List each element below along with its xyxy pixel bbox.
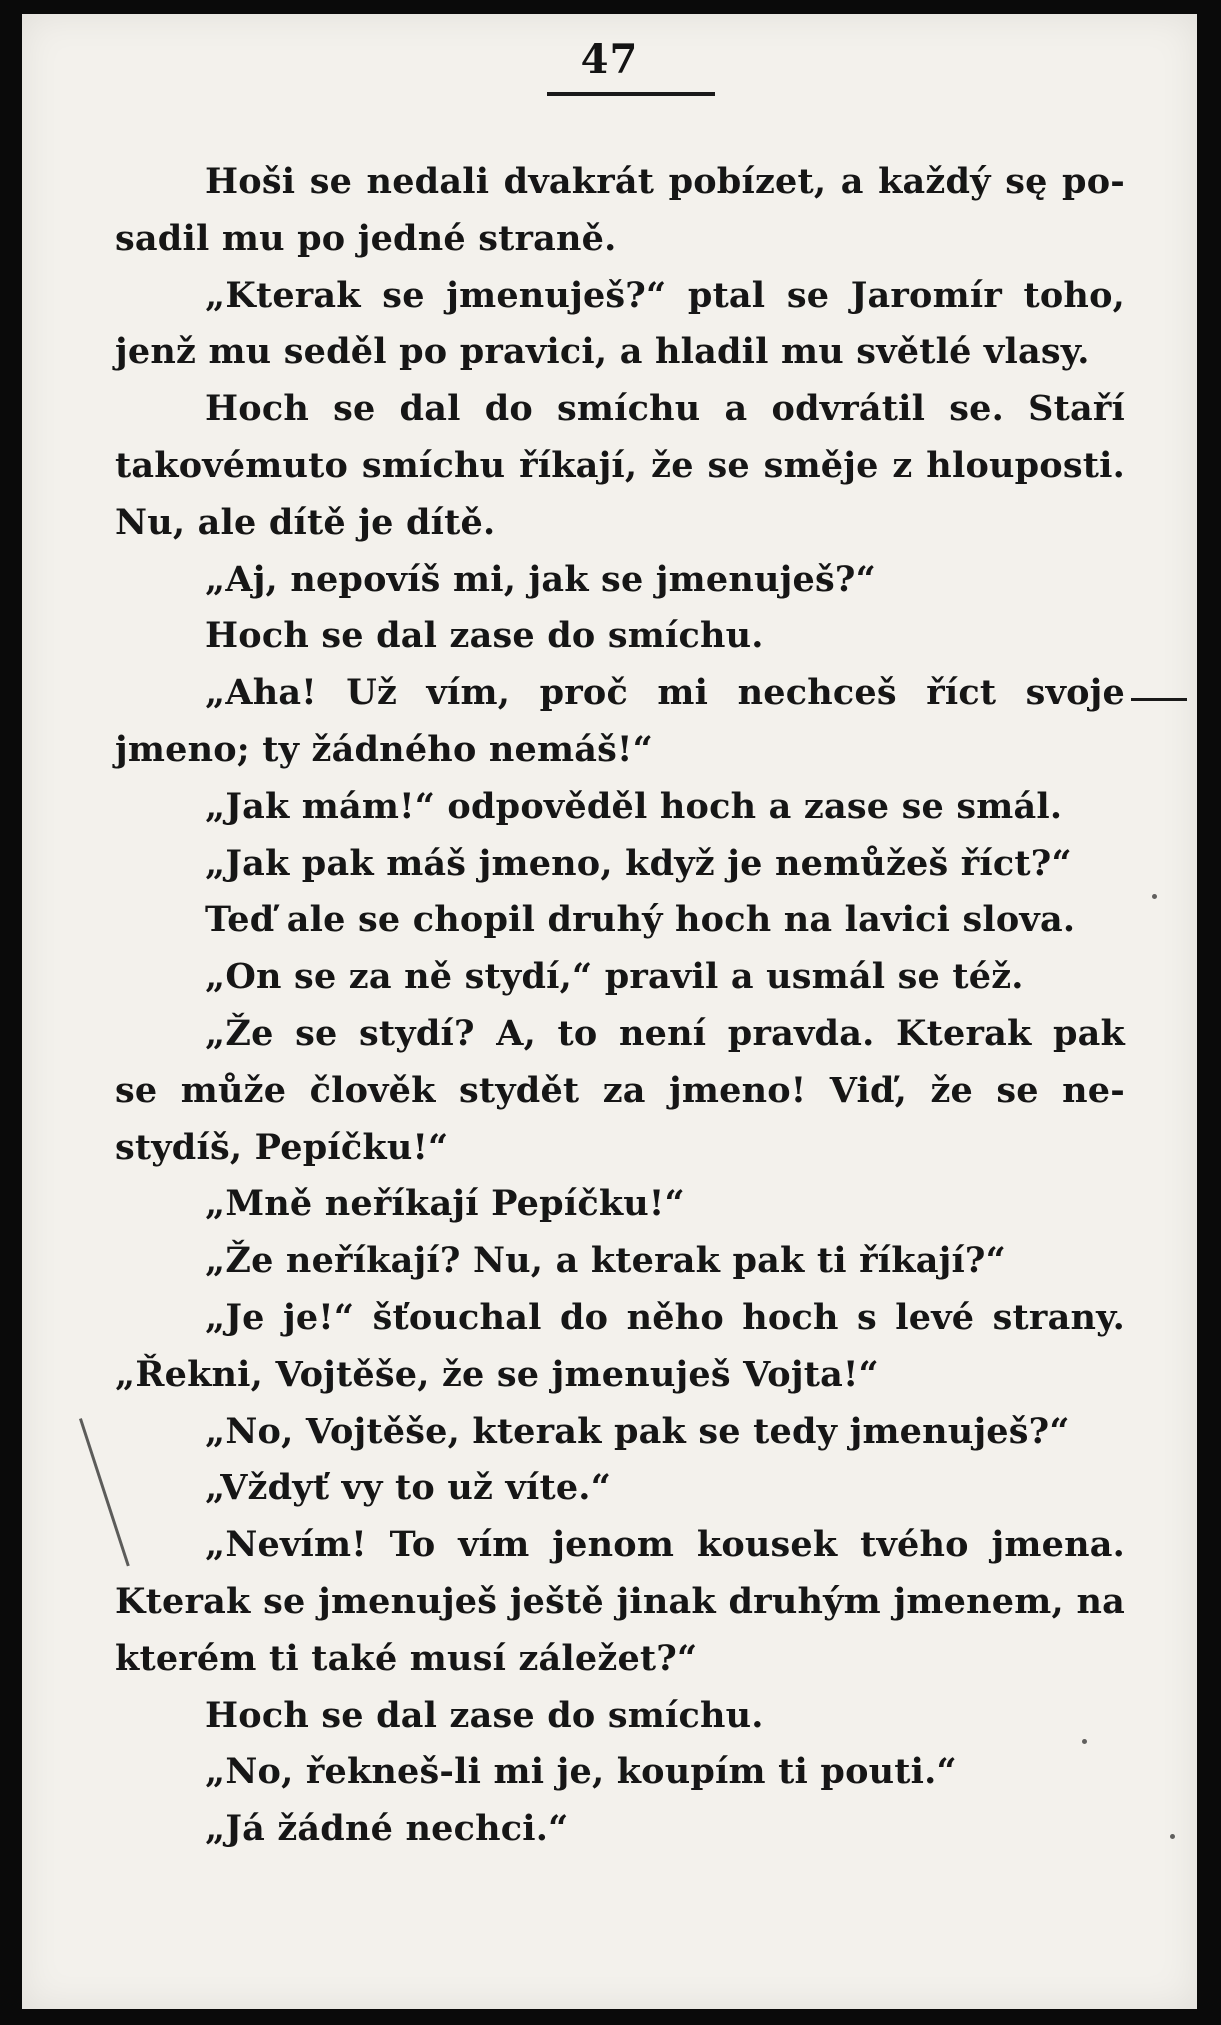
text-line: „Nevím! To vím jenom kousek tvého jmena. — [205, 1524, 1125, 1566]
text-line: „Kterak se jmenuješ?“ ptal se Jaromír toho, — [205, 274, 1125, 316]
text-line: takovémuto smíchu říkají, že se směje z hlouposti. — [115, 444, 1125, 486]
text-line: „Já žádné nechci.“ — [205, 1808, 569, 1850]
text-line: „Že neříkají? Nu, a kterak pak ti říkají?“ — [205, 1240, 1006, 1282]
text-line: Hoch se dal do smíchu a odvrátil se. Staří — [205, 388, 1125, 430]
text-line: „Jak mám!“ odpověděl hoch a zase se smál. — [205, 785, 1063, 827]
text-line: Nu, ale dítě je dítě. — [115, 501, 496, 543]
scan-speck — [1082, 1739, 1087, 1744]
book-page — [22, 14, 1197, 2009]
text-line: stydíš, Pepíčku!“ — [115, 1126, 449, 1168]
text-line: „No, řekneš-li mi je, koupím ti pouti.“ — [205, 1751, 957, 1793]
text-line: „Je je!“ šťouchal do něho hoch s levé strany. — [205, 1296, 1125, 1338]
text-line: kterém ti také musí záležet?“ — [115, 1637, 698, 1679]
text-line: Hoši se nedali dvakrát pobízet, a každý sę po- — [205, 161, 1125, 202]
text-line: Hoch se dal zase do smíchu. — [205, 615, 764, 657]
text-line: Hoch se dal zase do smíchu. — [205, 1694, 764, 1736]
text-line: Kterak se jmenuješ ještě jinak druhým jmenem, na — [115, 1580, 1125, 1622]
text-line: „Řekni, Vojtěše, že se jmenuješ Vojta!“ — [115, 1353, 879, 1395]
text-line: sadil mu po jedné straně. — [115, 217, 617, 259]
text-line: jmeno; ty žádného nemáš!“ — [115, 728, 653, 770]
text-line: „No, Vojtěše, kterak pak se tedy jmenuješ?“ — [205, 1410, 1070, 1452]
page-text-block — [115, 154, 1125, 1858]
header-rule — [547, 92, 715, 96]
text-line: „Jak pak máš jmeno, když je nemůžeš říct?“ — [205, 842, 1072, 884]
text-line: „Mně neříkají Pepíčku!“ — [205, 1183, 685, 1225]
text-line: „Vždyť vy to už víte.“ — [205, 1467, 612, 1509]
margin-mark — [1131, 698, 1187, 701]
scan-speck — [1170, 1834, 1175, 1839]
text-line: „Aha! Už vím, proč mi nechceš říct svoje — [205, 672, 1125, 714]
text-line: „Že se stydí? A, to není pravda. Kterak pak — [205, 1012, 1125, 1054]
text-line: Teď ale se chopil druhý hoch na lavici slova. — [205, 899, 1076, 941]
scan-speck — [1152, 894, 1157, 899]
text-line: „Aj, nepovíš mi, jak se jmenuješ?“ — [205, 558, 876, 600]
text-line: jenž mu seděl po pravici, a hladil mu světlé vlasy. — [115, 331, 1090, 373]
text-line: „On se za ně stydí,“ pravil a usmál se též. — [205, 956, 1024, 998]
text-line: se může člověk stydět za jmeno! Viď, že se ne- — [115, 1069, 1125, 1111]
page-number: 47 — [580, 36, 639, 83]
